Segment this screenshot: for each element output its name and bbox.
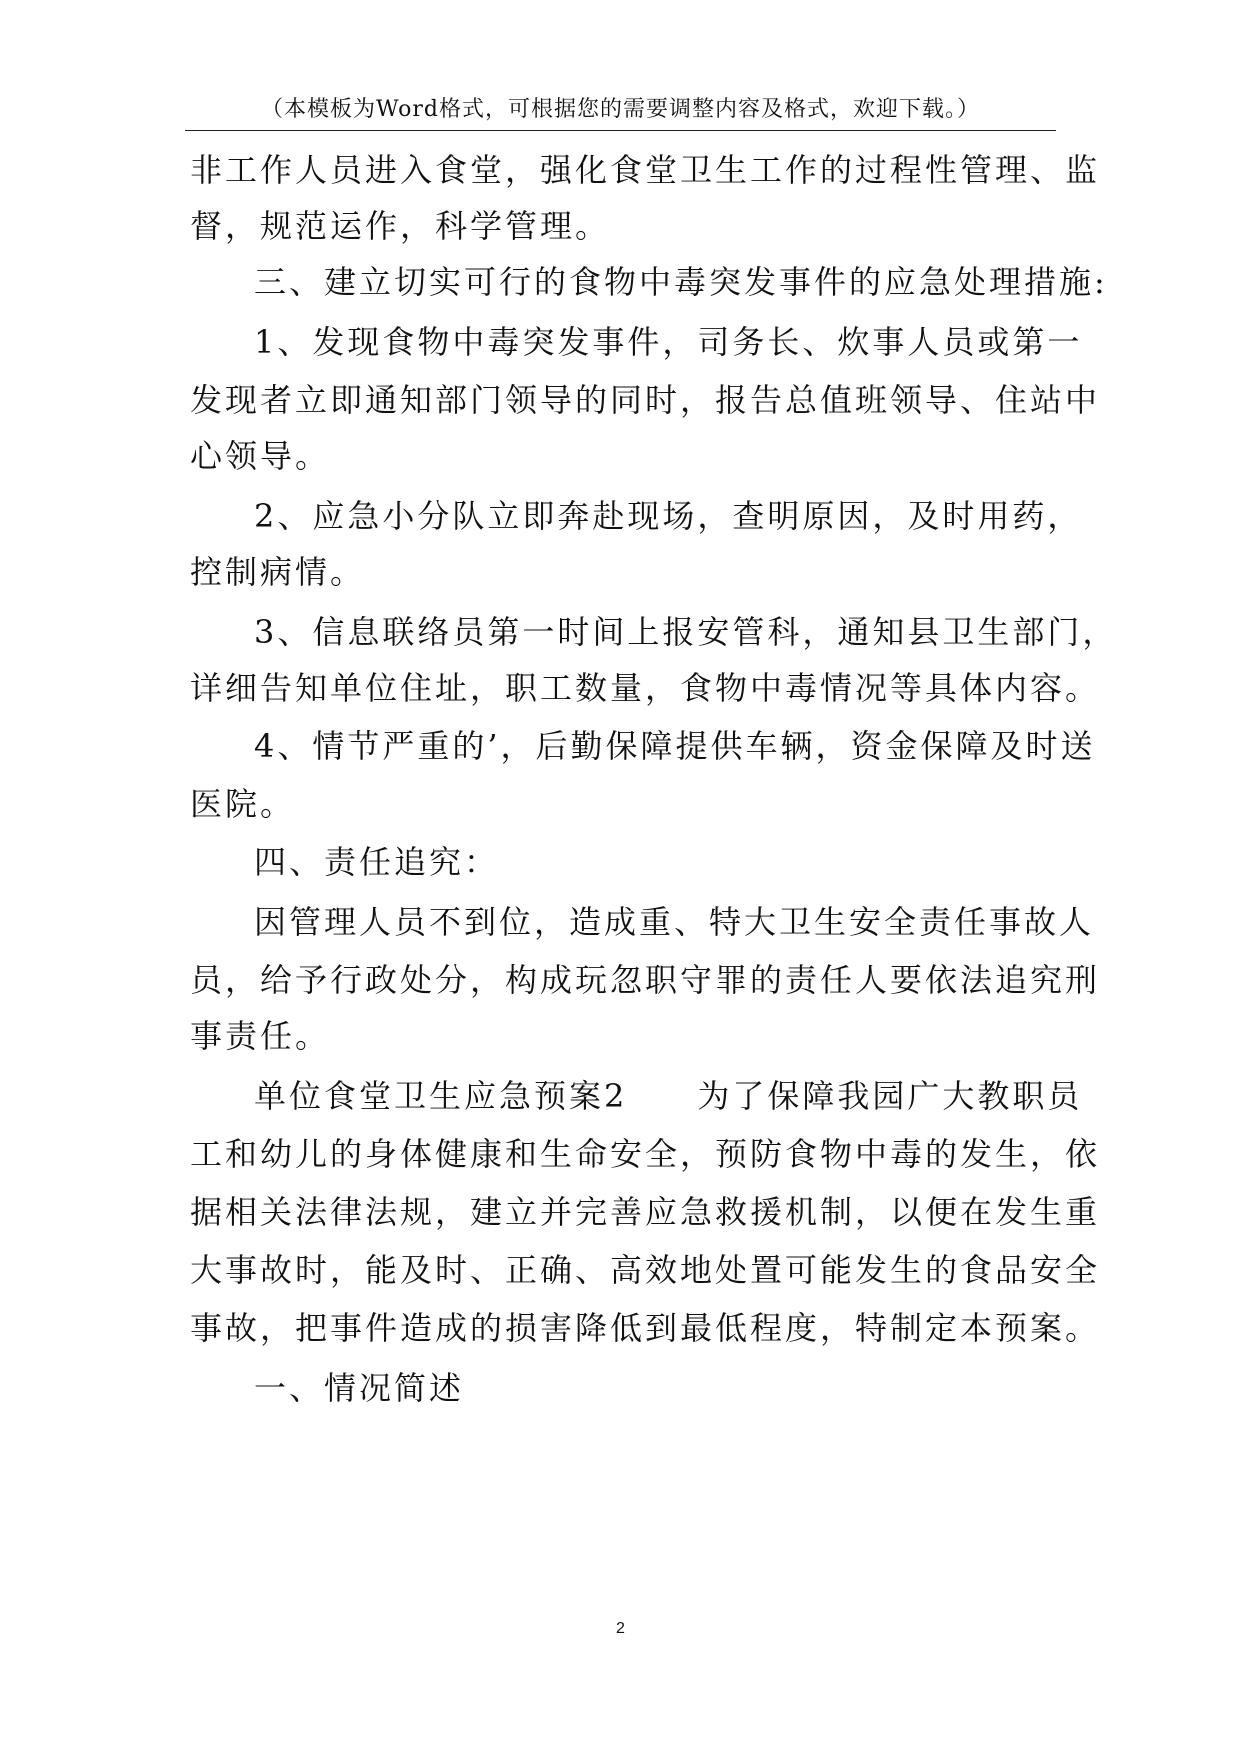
body-line: 2、应急小分队立即奔赴现场，查明原因，及时用药， [254, 497, 1083, 535]
body-line: 工和幼儿的身体健康和生命安全，预防食物中毒的发生，依 [190, 1135, 1101, 1173]
body-line: 大事故时，能及时、正确、高效地处置可能发生的食品安全 [190, 1251, 1101, 1289]
section-heading: 一、情况简述 [254, 1369, 465, 1407]
body-line: 事责任。 [190, 1017, 331, 1055]
header-divider [185, 130, 1056, 131]
body-line: 3、信息联络员第一时间上报安管科，通知县卫生部门， [254, 613, 1118, 651]
section-heading: 四、责任追究： [254, 843, 500, 881]
body-line: 详细告知单位住址，职工数量，食物中毒情况等具体内容。 [190, 669, 1101, 707]
header-note: （本模板为Word格式，可根据您的需要调整内容及格式，欢迎下载。） [261, 97, 980, 122]
body-line: 督，规范运作，科学管理。 [190, 207, 611, 245]
body-line: 据相关法律法规，建立并完善应急救援机制，以便在发生重 [190, 1193, 1101, 1231]
body-line: 因管理人员不到位，造成重、特大卫生安全责任事故人 [254, 903, 1095, 941]
body-line: 1、发现食物中毒突发事件，司务长、炊事人员或第一 [254, 323, 1083, 361]
section-heading: 三、建立切实可行的食物中毒突发事件的应急处理措施: [254, 263, 1108, 301]
body-line: 心领导。 [190, 437, 331, 475]
body-line: 医院。 [190, 785, 296, 823]
body-line: 单位食堂卫生应急预案2 为了保障我园广大教职员 [254, 1077, 1083, 1115]
body-line: 发现者立即通知部门领导的同时，报告总值班领导、住站中 [190, 381, 1101, 419]
body-line: 控制病情。 [190, 553, 366, 591]
page-number: 2 [616, 1620, 625, 1637]
body-line: 非工作人员进入食堂，强化食堂卫生工作的过程性管理、监 [190, 151, 1101, 189]
body-line: 事故，把事件造成的损害降低到最低程度，特制定本预案。 [190, 1309, 1101, 1347]
body-line: 员，给予行政处分，构成玩忽职守罪的责任人要依法追究刑 [190, 961, 1101, 999]
body-line: 4、情节严重的’，后勤保障提供车辆，资金保障及时送 [254, 727, 1096, 765]
